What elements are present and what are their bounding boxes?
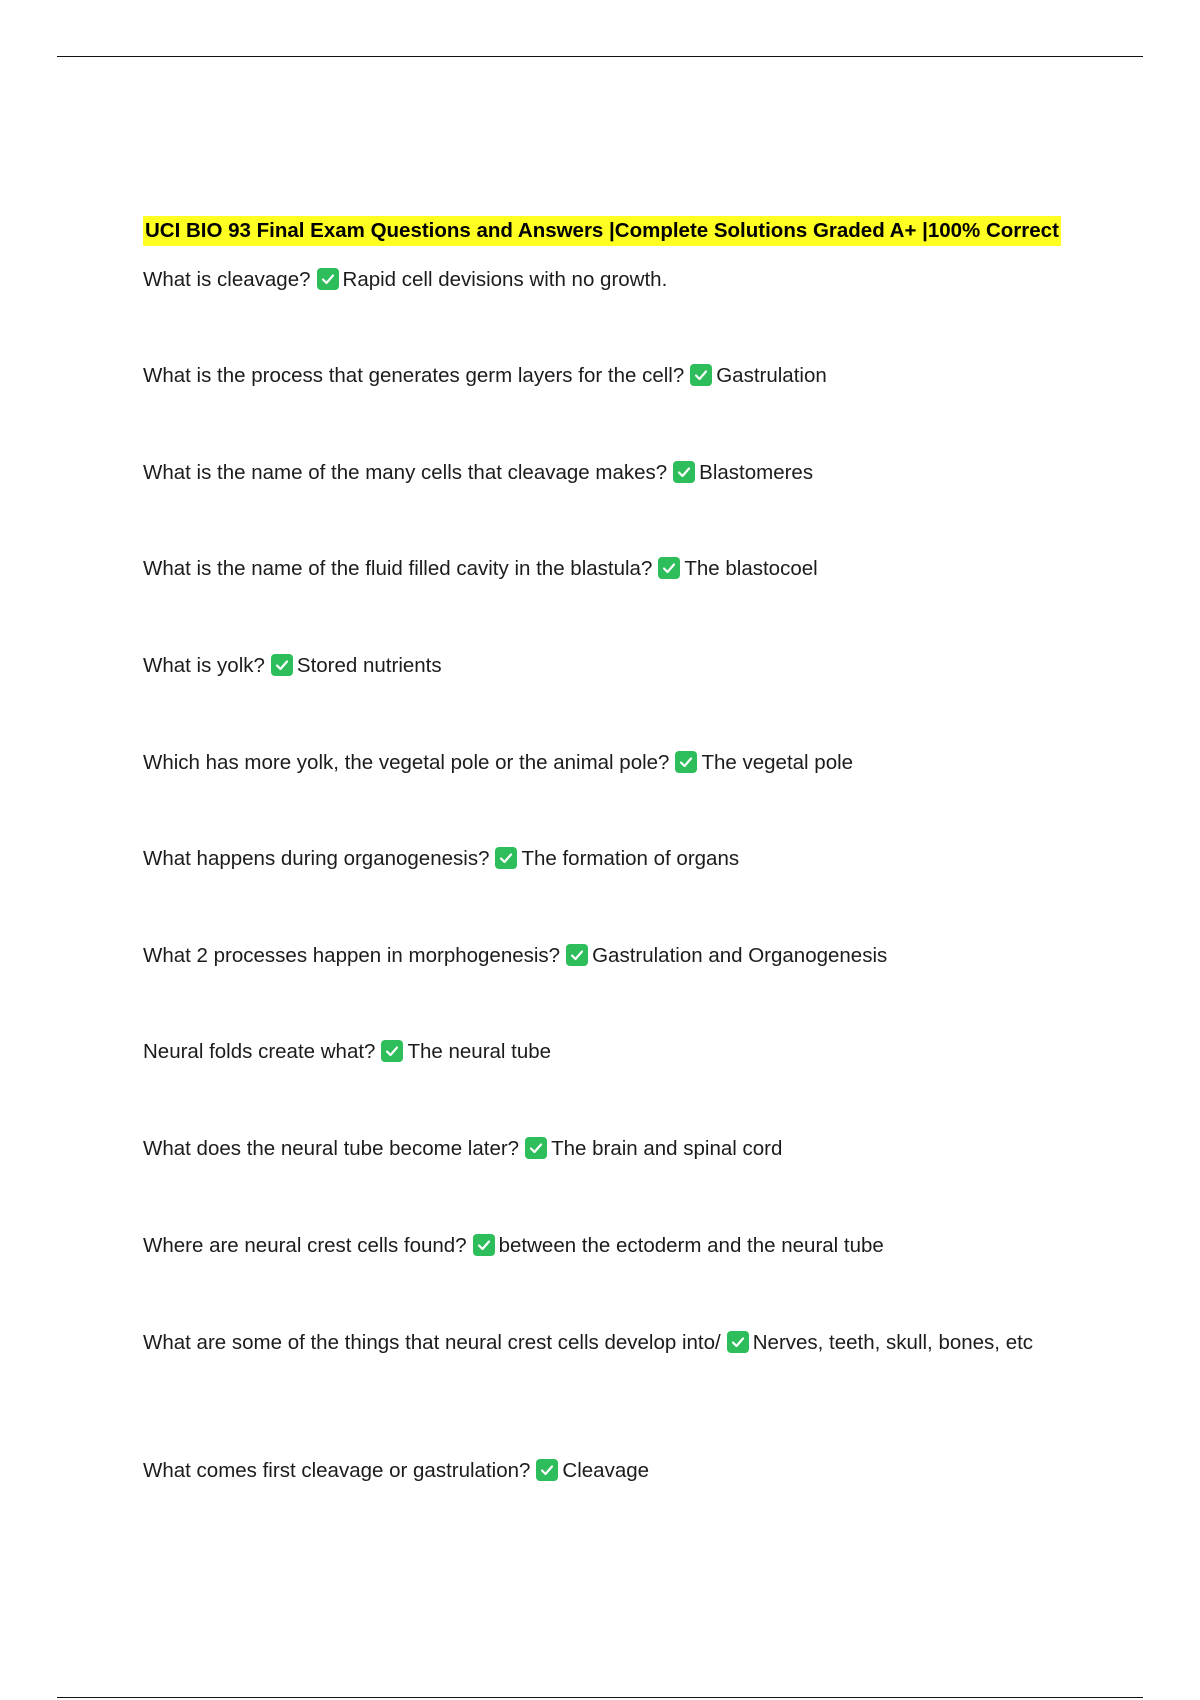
question-text: What happens during organogenesis? (143, 847, 490, 870)
answer-text: The neural tube (407, 1040, 552, 1063)
question-text: What are some of the things that neural crest cells develop into/ (143, 1331, 721, 1354)
qa-item (143, 843, 1063, 875)
question-text: What does the neural tube become later? (143, 1137, 520, 1160)
qa-item (143, 457, 1063, 489)
check-mark-icon (381, 1040, 403, 1062)
question-text: What comes first cleavage or gastrulation? (143, 1459, 531, 1482)
question-text: What is yolk? (143, 654, 265, 677)
answer-text: The formation of organs (521, 847, 740, 870)
question-text: What is the process that generates germ layers for the cell? (143, 364, 685, 387)
qa-item (143, 553, 1063, 585)
answer-text: Nerves, teeth, skull, bones, etc (752, 1331, 1034, 1354)
answer-text: Gastrulation and Organogenesis (592, 944, 888, 967)
answer-text: The blastocoel (684, 557, 818, 580)
check-mark-icon (566, 944, 588, 966)
answer-text: between the ectoderm and the neural tube (498, 1234, 884, 1257)
question-text: Neural folds create what? (143, 1040, 376, 1063)
question-text: What is the name of the many cells that cleavage makes? (143, 461, 668, 484)
qa-item (143, 264, 1063, 296)
qa-item (143, 1230, 1063, 1262)
answer-text: The vegetal pole (701, 751, 854, 774)
check-mark-icon (317, 268, 339, 290)
footer-rule (57, 1697, 1143, 1698)
check-mark-icon (495, 847, 517, 869)
answer-text: The brain and spinal cord (551, 1137, 783, 1160)
question-text: What 2 processes happen in morphogenesis? (143, 944, 561, 967)
header-rule (57, 56, 1143, 57)
check-mark-icon (473, 1234, 495, 1256)
qa-item (143, 650, 1063, 682)
question-text: Which has more yolk, the vegetal pole or the animal pole? (143, 751, 670, 774)
check-mark-icon (727, 1331, 749, 1353)
answer-text: Stored nutrients (296, 654, 442, 677)
check-mark-icon (271, 654, 293, 676)
answer-text: Cleavage (562, 1459, 650, 1482)
qa-item (143, 1327, 1063, 1359)
check-mark-icon (536, 1459, 558, 1481)
answer-text: Blastomeres (699, 461, 814, 484)
qa-item (143, 1036, 1063, 1068)
check-mark-icon (675, 751, 697, 773)
qa-item (143, 1455, 1063, 1487)
qa-item (143, 1133, 1063, 1165)
document-title: UCI BIO 93 Final Exam Questions and Answers |Complete Solutions Graded A+ |100% Correct (143, 216, 1061, 246)
check-mark-icon (525, 1137, 547, 1159)
check-mark-icon (673, 461, 695, 483)
question-text: What is the name of the fluid filled cavity in the blastula? (143, 557, 653, 580)
qa-item (143, 360, 1063, 392)
qa-item (143, 940, 1063, 972)
answer-text: Gastrulation (716, 364, 827, 387)
question-text: Where are neural crest cells found? (143, 1234, 467, 1257)
check-mark-icon (658, 557, 680, 579)
question-text: What is cleavage? (143, 268, 311, 291)
check-mark-icon (690, 364, 712, 386)
qa-item (143, 747, 1063, 779)
answer-text: Rapid cell devisions with no growth. (342, 268, 668, 291)
